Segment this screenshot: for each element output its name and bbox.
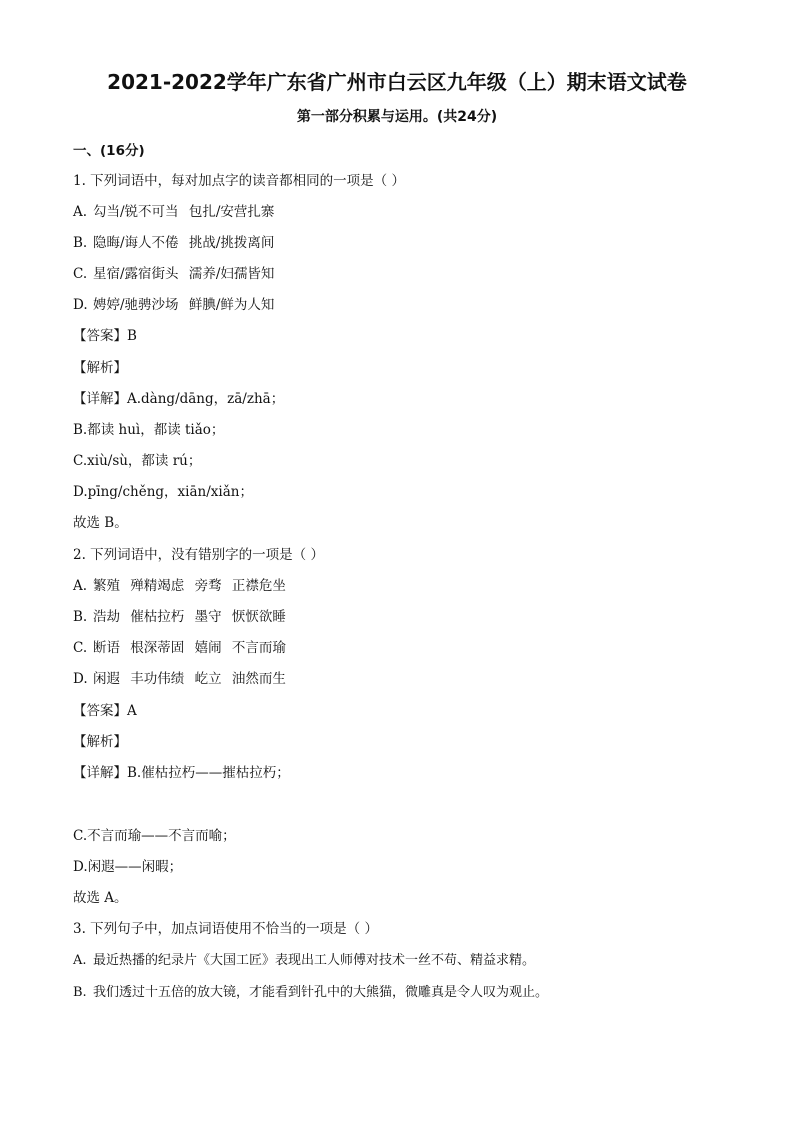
question-2-detail: C.不言而瑜——不言而喻； — [73, 828, 236, 844]
option-key: B. — [73, 609, 88, 625]
question-1-answer: 【答案】B — [73, 328, 137, 344]
option-text: 隐晦/诲人不倦 挑战/挑拨离间 — [93, 235, 275, 251]
question-1-analysis: 【解析】 — [73, 360, 127, 376]
section-heading: 一、(16分) — [73, 143, 145, 159]
question-3-option-b — [73, 983, 548, 1003]
option-text: 闲遐 丰功伟绩 屹立 油然而生 — [93, 671, 286, 687]
question-2-option-a — [73, 576, 286, 596]
option-text: 我们透过十五倍的放大镜，才能看到针孔中的大熊猫，微雕真是令人叹为观止。 — [93, 985, 549, 1000]
question-2-detail: D.闲遐——闲暇； — [73, 859, 183, 875]
question-2-answer: 【答案】A — [73, 703, 137, 719]
question-1-option-a — [73, 202, 274, 222]
question-2-detail: 【详解】B.催枯拉朽——摧枯拉朽； — [73, 765, 290, 781]
question-2-conclusion: 故选 A。 — [73, 890, 128, 906]
question-1-option-c — [73, 264, 274, 284]
question-1-detail: C.xiù/sù，都读 rú； — [73, 453, 202, 469]
option-key: A. — [73, 204, 88, 220]
option-text: 娉婷/驰骋沙场 鲜腆/鲜为人知 — [93, 297, 275, 313]
question-1-option-d — [73, 295, 274, 315]
option-key: A. — [73, 953, 87, 968]
question-2-stem: 2. 下列词语中，没有错别字的一项是（ ） — [73, 547, 324, 563]
option-key: B. — [73, 985, 87, 1000]
option-text: 断语 根深蒂固 嬉闹 不言而瑜 — [93, 640, 286, 656]
question-1-option-b — [73, 233, 274, 253]
part-subtitle: 第一部分积累与运用。(共24分) — [296, 109, 498, 125]
question-1-detail: D.pīng/chěng，xiān/xiǎn； — [73, 484, 253, 500]
option-text: 星宿/露宿街头 濡养/妇孺皆知 — [93, 266, 275, 282]
question-3-option-a — [73, 951, 535, 971]
question-2-analysis: 【解析】 — [73, 734, 127, 750]
question-3-stem: 3. 下列句子中，加点词语使用不恰当的一项是（ ） — [73, 921, 378, 937]
question-1-detail: B.都读 huì，都读 tiǎo； — [73, 422, 225, 438]
question-1-conclusion: 故选 B。 — [73, 515, 128, 531]
option-text: 勾当/锐不可当 包扎/安营扎寨 — [93, 204, 275, 220]
question-2-option-b — [73, 607, 286, 627]
option-key: D. — [73, 297, 88, 313]
option-key: B. — [73, 235, 88, 251]
option-text: 最近热播的纪录片《大国工匠》表现出工人师傅对技术一丝不苟、精益求精。 — [93, 953, 536, 968]
option-key: A. — [73, 578, 88, 594]
option-text: 浩劫 催枯拉朽 墨守 恹恹欲睡 — [93, 609, 286, 625]
question-1-detail: 【详解】A.dàng/dāng，zā/zhā； — [73, 391, 285, 407]
question-2-option-d — [73, 669, 286, 689]
question-1-stem: 1. 下列词语中，每对加点字的读音都相同的一项是（ ） — [73, 173, 405, 189]
option-key: D. — [73, 671, 88, 687]
option-key: C. — [73, 640, 88, 656]
option-text: 繁殖 殚精竭虑 旁骛 正襟危坐 — [93, 578, 286, 594]
question-2-option-c — [73, 638, 286, 658]
page-title: 2021-2022学年广东省广州市白云区九年级（上）期末语文试卷 — [107, 70, 687, 94]
option-key: C. — [73, 266, 88, 282]
